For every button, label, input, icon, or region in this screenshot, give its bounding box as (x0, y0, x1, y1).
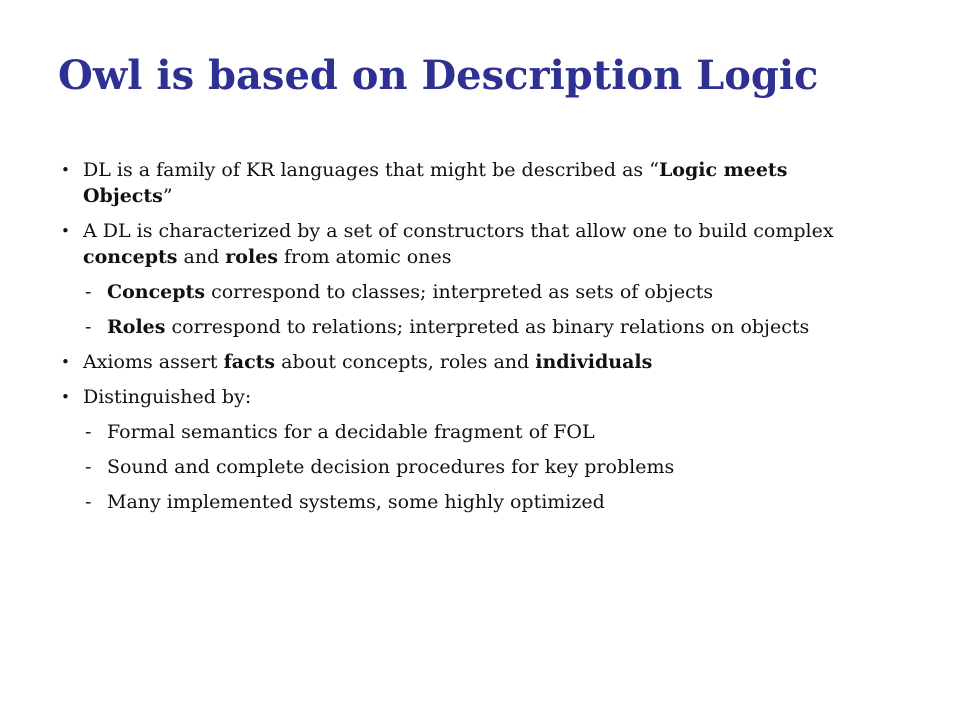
bullet-text (107, 456, 674, 478)
text-run: A DL is characterized by a set of constructors that allow one to build complex (83, 220, 834, 242)
text-run: ” (162, 185, 173, 207)
bullet-text (83, 351, 652, 373)
text-run: Formal semantics for a decidable fragment of FOL (107, 421, 595, 443)
text-run: about concepts, roles and (275, 351, 536, 373)
sub-bullet-item (85, 419, 858, 445)
text-run: and (177, 246, 226, 268)
bullet-marker: • (61, 353, 70, 371)
slide-title: Owl is based on Description Logic (58, 52, 819, 99)
text-run: Axioms assert (83, 351, 224, 373)
bullet-text (107, 491, 605, 513)
bullet-item (58, 157, 858, 209)
bullet-text (83, 220, 834, 268)
text-run: Distinguished by: (83, 386, 252, 408)
bullet-text (83, 386, 251, 408)
dash-marker: - (85, 421, 92, 443)
dash-marker: - (85, 456, 92, 478)
bullet-text (107, 281, 713, 303)
text-run: from atomic ones (277, 246, 452, 268)
bullet-marker: • (61, 222, 70, 240)
bold-term: roles (225, 246, 278, 268)
bold-term: Roles (107, 316, 166, 338)
bullet-item (58, 384, 858, 410)
bullet-item (58, 349, 858, 375)
bold-term: concepts (83, 246, 178, 268)
bullet-text (83, 159, 787, 207)
bullet-list (58, 157, 858, 515)
text-run: correspond to relations; interpreted as binary relations on objects (165, 316, 810, 338)
text-run: DL is a family of KR languages that might be described as “ (83, 159, 659, 181)
sub-bullet-item (85, 279, 858, 305)
bullet-marker: • (61, 161, 70, 179)
text-run: Many implemented systems, some highly optimized (107, 491, 605, 513)
dash-marker: - (85, 491, 92, 513)
sub-bullet-item (85, 489, 858, 515)
text-run: correspond to classes; interpreted as sets of objects (205, 281, 714, 303)
bold-term: individuals (535, 351, 653, 373)
bullet-text (107, 421, 595, 443)
bullet-text (107, 316, 809, 338)
bold-term: Logic meets Objects (83, 159, 788, 207)
bullet-item (58, 218, 858, 270)
dash-marker: - (85, 316, 92, 338)
dash-marker: - (85, 281, 92, 303)
sub-bullet-item (85, 454, 858, 480)
bullet-marker: • (61, 388, 70, 406)
bold-term: facts (223, 351, 276, 373)
sub-bullet-item (85, 314, 858, 340)
text-run: Sound and complete decision procedures for key problems (107, 456, 675, 478)
bold-term: Concepts (107, 281, 206, 303)
